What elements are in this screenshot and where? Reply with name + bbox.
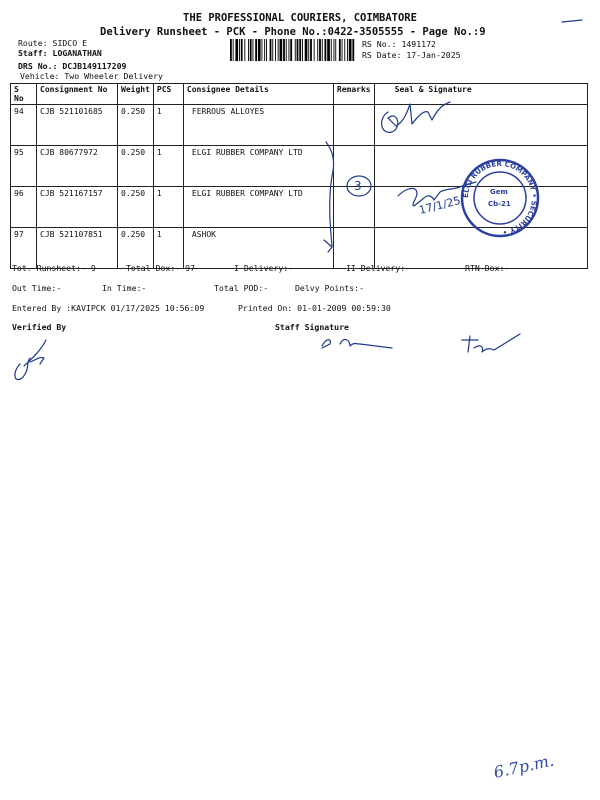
vehicle-label: Vehicle: xyxy=(20,71,60,81)
signature-row1 xyxy=(382,102,450,132)
rs-no-label: RS No.: xyxy=(362,39,397,49)
staff-signature-1 xyxy=(322,340,392,348)
total-dox: Total Dox:- 97 xyxy=(126,263,196,273)
col-header-sno: S No xyxy=(11,84,37,105)
route-label: Route: xyxy=(18,38,48,48)
verified-signature xyxy=(15,340,46,380)
remarks-tick xyxy=(326,142,334,246)
col-header-pcs: PCS xyxy=(153,84,183,105)
stamp-line-1: Gem xyxy=(490,188,508,196)
company-seal-stamp xyxy=(462,160,538,236)
cell-pcs: 1 xyxy=(153,187,183,228)
handwritten-date: 17/1/25 xyxy=(417,194,462,217)
col-header-consignee: Consignee Details xyxy=(183,84,333,105)
cell-sno: 96 xyxy=(11,187,37,228)
cell-pcs: 1 xyxy=(153,146,183,187)
cell-weight: 0.250 xyxy=(118,228,154,269)
staff-label: Staff: xyxy=(18,48,48,58)
vehicle-value: Two Wheeler Delivery xyxy=(64,71,163,81)
remarks-circle-number: 3 xyxy=(354,179,362,193)
staff-value: LOGANATHAN xyxy=(52,48,102,58)
col-header-consignment: Consignment No xyxy=(37,84,118,105)
company-title: THE PROFESSIONAL COURIERS, COIMBATORE xyxy=(183,12,417,24)
tot-runsheet: Tot. Runsheet:- 9 xyxy=(12,263,96,273)
cell-consignment: CJB 521167157 xyxy=(37,187,118,228)
out-time: Out Time:- xyxy=(12,283,62,293)
i-delivery: I Delivery:- xyxy=(234,263,294,273)
cell-consignment: CJB 521101685 xyxy=(37,105,118,146)
rs-date-value: 17-Jan-2025 xyxy=(406,50,461,60)
remarks-tick-tail xyxy=(324,240,332,252)
delvy-points: Delvy Points:- xyxy=(295,283,365,293)
cell-consignee: FERROUS ALLOYES xyxy=(183,105,333,146)
col-header-weight: Weight xyxy=(118,84,154,105)
cell-consignee: ELGI RUBBER COMPANY LTD xyxy=(183,146,333,187)
col-header-seal: Seal & Signature xyxy=(374,84,587,105)
rs-date-label: RS Date: xyxy=(362,50,402,60)
cell-sno: 97 xyxy=(11,228,37,269)
cell-pcs: 1 xyxy=(153,228,183,269)
corner-mark xyxy=(562,20,582,22)
cell-weight: 0.250 xyxy=(118,146,154,187)
rtn-dox: RTN Dox:- xyxy=(465,263,510,273)
handwritten-time: 6.7p.m. xyxy=(491,750,556,782)
staff-signature-label: Staff Signature xyxy=(275,322,349,332)
cell-weight: 0.250 xyxy=(118,105,154,146)
cell-sno: 95 xyxy=(11,146,37,187)
drs-value: DCJB149117209 xyxy=(62,61,127,71)
drs-label: DRS No.: xyxy=(18,61,58,71)
cell-consignment: CJB 521107851 xyxy=(37,228,118,269)
route-value: SIDCO E xyxy=(52,38,88,48)
cell-pcs: 1 xyxy=(153,105,183,146)
entered-by: Entered By :KAVIPCK 01/17/2025 10:56:09 xyxy=(12,303,205,313)
cell-weight: 0.250 xyxy=(118,187,154,228)
in-time: In Time:- xyxy=(102,283,147,293)
cell-consignment: CJB 80677972 xyxy=(37,146,118,187)
cell-sno: 94 xyxy=(11,105,37,146)
verified-by-label: Verified By xyxy=(12,322,67,332)
runsheet-title: Delivery Runsheet - PCK - Phone No.:0422-3505555 - Page No.:9 xyxy=(100,26,486,38)
cell-consignee: ELGI RUBBER COMPANY LTD xyxy=(183,187,333,228)
col-header-remarks: Remarks xyxy=(333,84,374,105)
cell-consignee: ASHOK xyxy=(183,228,333,269)
staff-signature-2 xyxy=(462,334,520,352)
total-pod: Total POD:- xyxy=(214,283,269,293)
stamp-line-2: Cb-21 xyxy=(488,200,511,208)
stamp-ring-text: ELGI RUBBER COMPANY • SECURITY • xyxy=(461,159,539,236)
ii-delivery: II Delivery:- xyxy=(346,263,411,273)
printed-on: Printed On: 01-01-2009 00:59:30 xyxy=(238,303,391,313)
rs-no-value: 1491172 xyxy=(401,39,436,49)
